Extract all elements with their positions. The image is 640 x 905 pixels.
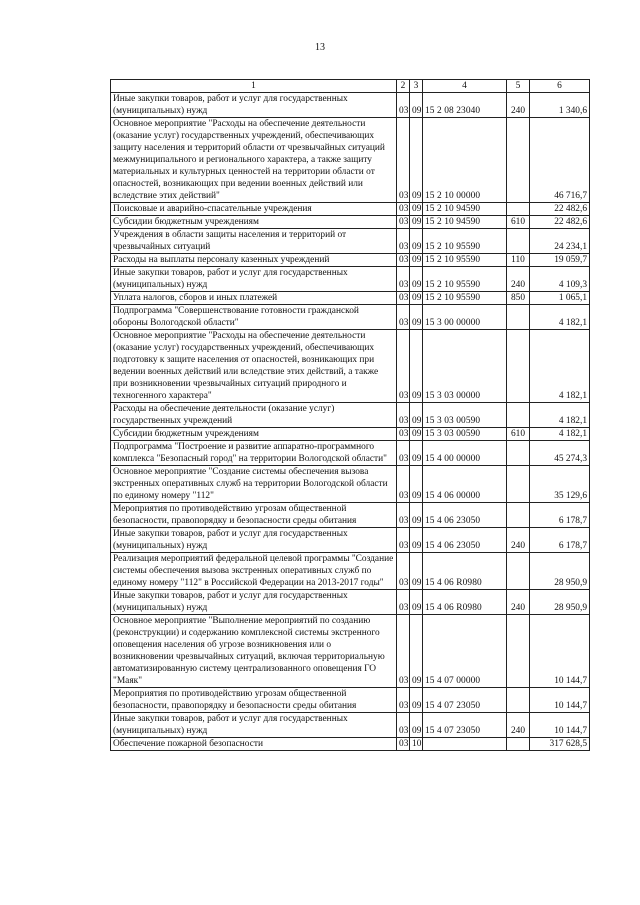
column-header: 1 (111, 80, 397, 93)
table-row (111, 713, 590, 738)
row-amount-cell: 28 950,9 (530, 590, 590, 615)
row-target-article-cell: 15 3 03 00000 (423, 330, 507, 403)
row-subsection-cell: 09 (410, 203, 423, 216)
row-section-cell: 03 (397, 428, 410, 441)
row-amount-cell: 4 182,1 (530, 330, 590, 403)
row-name-cell: Иные закупки товаров, работ и услуг для государственных (муниципальных) нужд (111, 528, 397, 553)
row-name-cell: Мероприятия по противодействию угрозам общественной безопасности, правопорядку и безопасности среды обитания (111, 503, 397, 528)
row-expense-type-cell: 240 (507, 713, 530, 738)
table-row (111, 229, 590, 254)
row-amount-cell: 35 129,6 (530, 466, 590, 503)
row-expense-type-cell: 240 (507, 267, 530, 292)
table-row (111, 441, 590, 466)
row-section-cell: 03 (397, 713, 410, 738)
row-name-cell: Обеспечение пожарной безопасности (111, 738, 397, 751)
row-subsection-cell: 09 (410, 305, 423, 330)
row-subsection-cell: 09 (410, 688, 423, 713)
table-row (111, 688, 590, 713)
table-row (111, 305, 590, 330)
row-target-article-cell: 15 2 10 95590 (423, 267, 507, 292)
row-subsection-cell: 09 (410, 428, 423, 441)
row-name-cell: Учреждения в области защиты населения и территорий от чрезвычайных ситуаций (111, 229, 397, 254)
row-expense-type-cell: 110 (507, 254, 530, 267)
row-section-cell: 03 (397, 229, 410, 254)
column-header: 3 (410, 80, 423, 93)
row-section-cell: 03 (397, 738, 410, 751)
column-header: 2 (397, 80, 410, 93)
row-expense-type-cell (507, 305, 530, 330)
row-target-article-cell: 15 4 06 00000 (423, 466, 507, 503)
row-amount-cell: 28 950,9 (530, 553, 590, 590)
row-name-cell: Иные закупки товаров, работ и услуг для государственных (муниципальных) нужд (111, 267, 397, 292)
row-expense-type-cell (507, 403, 530, 428)
row-subsection-cell: 09 (410, 441, 423, 466)
table-row (111, 330, 590, 403)
row-subsection-cell: 09 (410, 93, 423, 118)
row-section-cell: 03 (397, 216, 410, 229)
row-target-article-cell: 15 2 10 94590 (423, 216, 507, 229)
row-expense-type-cell: 240 (507, 590, 530, 615)
row-name-cell: Мероприятия по противодействию угрозам общественной безопасности, правопорядку и безопасности среды обитания (111, 688, 397, 713)
table-row (111, 403, 590, 428)
row-subsection-cell: 09 (410, 267, 423, 292)
row-target-article-cell: 15 4 06 23050 (423, 503, 507, 528)
row-expense-type-cell (507, 466, 530, 503)
row-target-article-cell: 15 2 10 94590 (423, 203, 507, 216)
row-name-cell: Расходы на выплаты персоналу казенных учреждений (111, 254, 397, 267)
row-section-cell: 03 (397, 503, 410, 528)
row-expense-type-cell: 240 (507, 528, 530, 553)
row-target-article-cell: 15 4 06 23050 (423, 528, 507, 553)
row-target-article-cell: 15 4 00 00000 (423, 441, 507, 466)
budget-table (110, 79, 590, 751)
row-amount-cell: 6 178,7 (530, 503, 590, 528)
row-amount-cell: 22 482,6 (530, 203, 590, 216)
row-expense-type-cell (507, 738, 530, 751)
table-row (111, 203, 590, 216)
row-subsection-cell: 09 (410, 590, 423, 615)
row-amount-cell: 6 178,7 (530, 528, 590, 553)
row-expense-type-cell (507, 118, 530, 203)
row-name-cell: Иные закупки товаров, работ и услуг для государственных (муниципальных) нужд (111, 713, 397, 738)
row-target-article-cell: 15 2 10 95590 (423, 254, 507, 267)
row-subsection-cell: 09 (410, 118, 423, 203)
table-row (111, 267, 590, 292)
row-subsection-cell: 09 (410, 713, 423, 738)
row-expense-type-cell (507, 203, 530, 216)
table-row (111, 553, 590, 590)
row-name-cell: Реализация мероприятий федеральной целевой программы "Создание системы обеспечения вызова экстренных оперативных служб по единому номеру "112" в Российской Федерации на 2013-2017 годы" (111, 553, 397, 590)
row-subsection-cell: 09 (410, 229, 423, 254)
row-target-article-cell: 15 3 00 00000 (423, 305, 507, 330)
row-target-article-cell: 15 4 07 23050 (423, 688, 507, 713)
row-target-article-cell: 15 4 07 23050 (423, 713, 507, 738)
row-target-article-cell (423, 738, 507, 751)
row-name-cell: Иные закупки товаров, работ и услуг для государственных (муниципальных) нужд (111, 93, 397, 118)
row-amount-cell: 10 144,7 (530, 688, 590, 713)
row-subsection-cell: 09 (410, 292, 423, 305)
row-name-cell: Основное мероприятие "Расходы на обеспечение деятельности (оказание услуг) государственных учреждений, обеспечивающих подготовку к защите населения от опасностей, возникающих при ведении военных действий или вследствие этих действий, а также при возникновении чрезвычайных ситуаций природного и техногенного характера" (111, 330, 397, 403)
row-target-article-cell: 15 4 06 R0980 (423, 553, 507, 590)
row-expense-type-cell: 610 (507, 216, 530, 229)
row-expense-type-cell (507, 688, 530, 713)
table-row (111, 738, 590, 751)
row-amount-cell: 4 109,3 (530, 267, 590, 292)
column-header: 4 (423, 80, 507, 93)
row-subsection-cell: 09 (410, 528, 423, 553)
row-subsection-cell: 09 (410, 403, 423, 428)
row-section-cell: 03 (397, 615, 410, 688)
row-section-cell: 03 (397, 305, 410, 330)
row-section-cell: 03 (397, 292, 410, 305)
row-amount-cell: 1 340,6 (530, 93, 590, 118)
table-row (111, 93, 590, 118)
row-section-cell: 03 (397, 203, 410, 216)
row-expense-type-cell: 610 (507, 428, 530, 441)
row-name-cell: Поисковые и аварийно-спасательные учреждения (111, 203, 397, 216)
row-target-article-cell: 15 2 10 95590 (423, 229, 507, 254)
row-amount-cell: 46 716,7 (530, 118, 590, 203)
table-row (111, 254, 590, 267)
row-amount-cell: 1 065,1 (530, 292, 590, 305)
table-row (111, 292, 590, 305)
row-subsection-cell: 10 (410, 738, 423, 751)
row-name-cell: Подпрограмма "Построение и развитие аппаратно-программного комплекса "Безопасный город" на территории Вологодской области" (111, 441, 397, 466)
row-amount-cell: 10 144,7 (530, 615, 590, 688)
row-name-cell: Уплата налогов, сборов и иных платежей (111, 292, 397, 305)
row-name-cell: Субсидии бюджетным учреждениям (111, 428, 397, 441)
row-expense-type-cell (507, 503, 530, 528)
table-row (111, 466, 590, 503)
column-header: 6 (530, 80, 590, 93)
row-expense-type-cell (507, 330, 530, 403)
row-section-cell: 03 (397, 330, 410, 403)
row-target-article-cell: 15 2 10 95590 (423, 292, 507, 305)
row-subsection-cell: 09 (410, 466, 423, 503)
table-row (111, 590, 590, 615)
row-subsection-cell: 09 (410, 216, 423, 229)
row-amount-cell: 45 274,3 (530, 441, 590, 466)
row-name-cell: Основное мероприятие "Выполнение мероприятий по созданию (реконструкции) и содержанию комплексной системы экстренного оповещения населения об угрозе возникновения или о возникновении чрезвычайных ситуаций, включая территориальную автоматизированную систему централизованного оповещения ГО "Маяк" (111, 615, 397, 688)
page-number: 13 (315, 42, 325, 53)
row-name-cell: Основное мероприятие "Создание системы обеспечения вызова экстренных оперативных служб на территории Вологодской области по единому номеру "112" (111, 466, 397, 503)
row-target-article-cell: 15 2 08 23040 (423, 93, 507, 118)
row-expense-type-cell (507, 229, 530, 254)
row-amount-cell: 19 059,7 (530, 254, 590, 267)
row-section-cell: 03 (397, 118, 410, 203)
row-section-cell: 03 (397, 93, 410, 118)
row-section-cell: 03 (397, 553, 410, 590)
row-target-article-cell: 15 2 10 00000 (423, 118, 507, 203)
row-expense-type-cell (507, 441, 530, 466)
row-name-cell: Субсидии бюджетным учреждениям (111, 216, 397, 229)
row-amount-cell: 22 482,6 (530, 216, 590, 229)
row-section-cell: 03 (397, 267, 410, 292)
row-name-cell: Подпрограмма "Совершенствование готовности гражданской обороны Вологодской области" (111, 305, 397, 330)
row-subsection-cell: 09 (410, 254, 423, 267)
table-row (111, 615, 590, 688)
row-amount-cell: 24 234,1 (530, 229, 590, 254)
row-expense-type-cell (507, 553, 530, 590)
row-expense-type-cell: 240 (507, 93, 530, 118)
row-target-article-cell: 15 4 07 00000 (423, 615, 507, 688)
row-section-cell: 03 (397, 466, 410, 503)
row-section-cell: 03 (397, 688, 410, 713)
table-row (111, 428, 590, 441)
row-amount-cell: 4 182,1 (530, 403, 590, 428)
row-target-article-cell: 15 4 06 R0980 (423, 590, 507, 615)
row-target-article-cell: 15 3 03 00590 (423, 428, 507, 441)
row-amount-cell: 4 182,1 (530, 428, 590, 441)
row-subsection-cell: 09 (410, 615, 423, 688)
table-header-row (111, 80, 590, 93)
row-section-cell: 03 (397, 528, 410, 553)
row-subsection-cell: 09 (410, 503, 423, 528)
table-row (111, 118, 590, 203)
row-amount-cell: 10 144,7 (530, 713, 590, 738)
row-section-cell: 03 (397, 403, 410, 428)
row-amount-cell: 4 182,1 (530, 305, 590, 330)
row-section-cell: 03 (397, 590, 410, 615)
row-name-cell: Иные закупки товаров, работ и услуг для государственных (муниципальных) нужд (111, 590, 397, 615)
row-name-cell: Основное мероприятие "Расходы на обеспечение деятельности (оказание услуг) государственных учреждений, обеспечивающих защиту населения и территорий области от чрезвычайных ситуаций межмуниципального и регионального характера, а также защиту материальных и культурных ценностей на территории области от опасностей, возникающих при ведении военных действий или вследствие этих действий" (111, 118, 397, 203)
row-name-cell: Расходы на обеспечение деятельности (оказание услуг) государственных учреждений (111, 403, 397, 428)
row-section-cell: 03 (397, 254, 410, 267)
row-section-cell: 03 (397, 441, 410, 466)
table-row (111, 216, 590, 229)
table-row (111, 528, 590, 553)
row-expense-type-cell: 850 (507, 292, 530, 305)
row-subsection-cell: 09 (410, 553, 423, 590)
row-amount-cell: 317 628,5 (530, 738, 590, 751)
row-target-article-cell: 15 3 03 00590 (423, 403, 507, 428)
row-subsection-cell: 09 (410, 330, 423, 403)
column-header: 5 (507, 80, 530, 93)
table-row (111, 503, 590, 528)
row-expense-type-cell (507, 615, 530, 688)
